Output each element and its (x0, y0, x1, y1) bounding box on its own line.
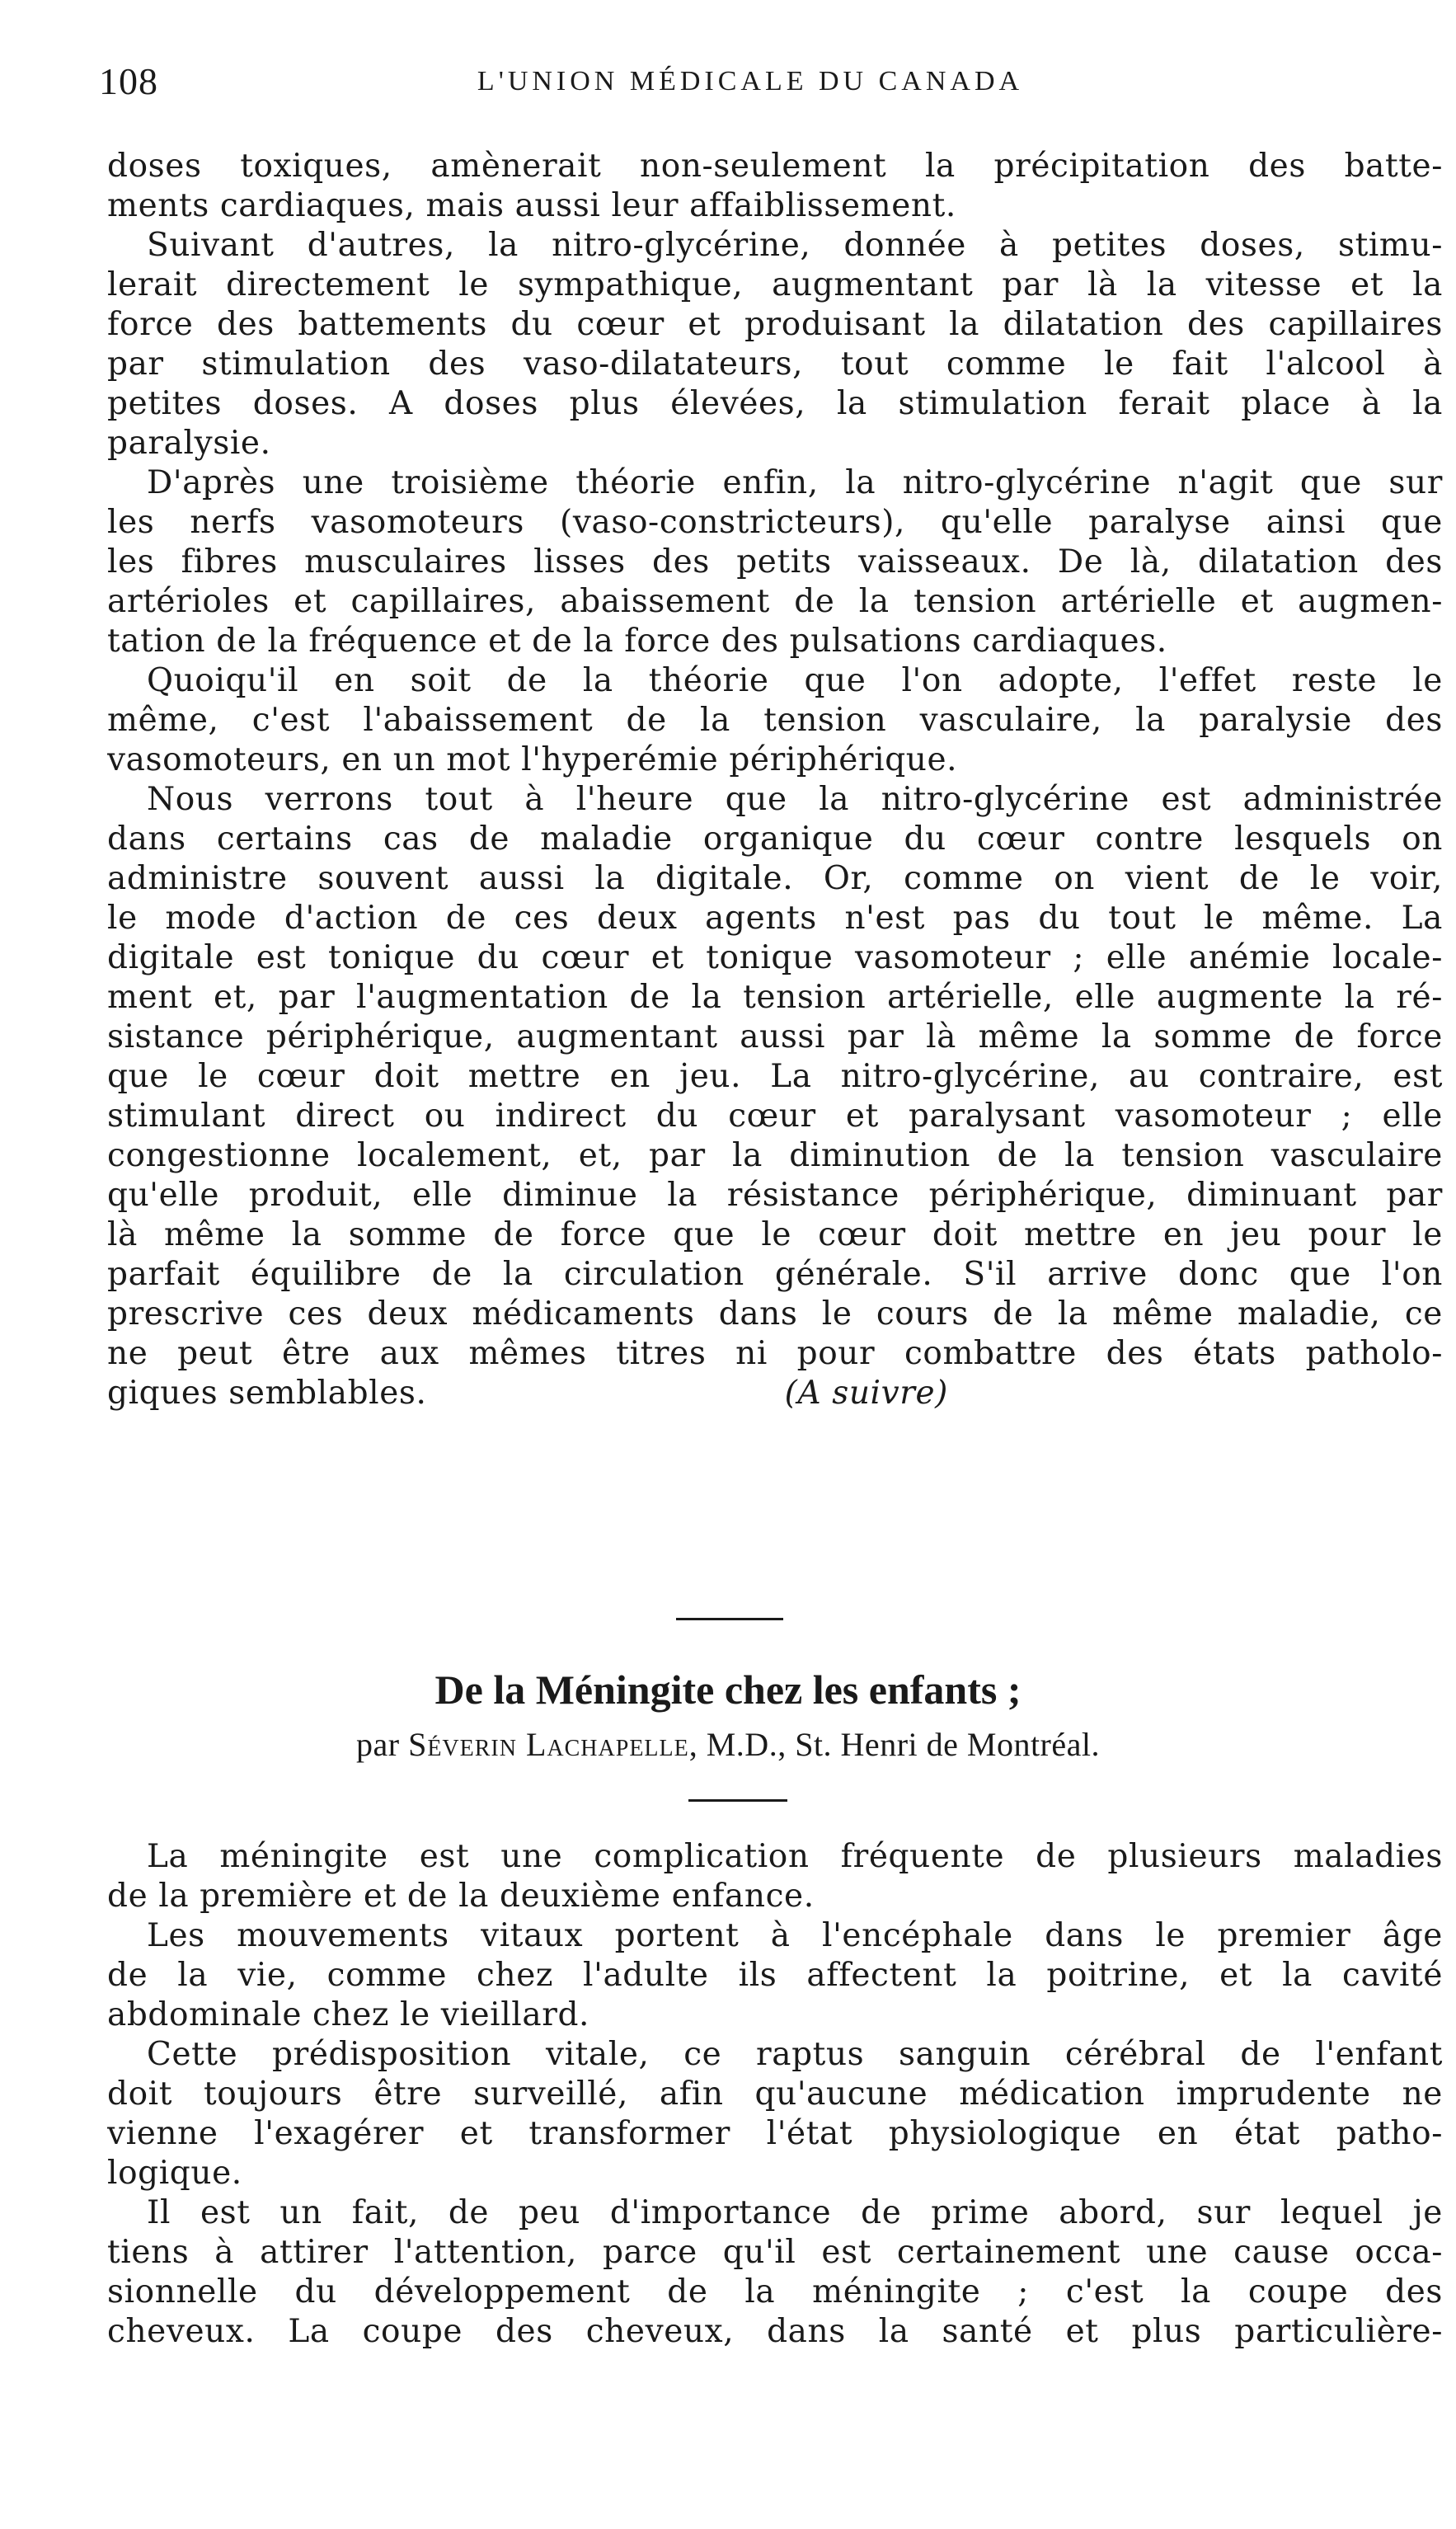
text-line-content: là même la somme de force que le cœur doit mettre en jeu pour le (107, 1216, 1443, 1253)
text-line-content: abdominale chez le vieillard. (107, 1996, 590, 2033)
text-line (107, 938, 1443, 978)
text-line (107, 1956, 1443, 1995)
text-line-content: les fibres musculaires lisses des petits vaisseaux. De là, dilatation des (107, 543, 1443, 581)
text-line (107, 1916, 1443, 1956)
text-line (107, 2273, 1443, 2312)
text-line (107, 463, 1443, 503)
text-line-content: Quoiqu'il en soit de la théorie que l'on adopte, l'effet reste le (147, 662, 1443, 699)
text-line (107, 740, 1443, 780)
text-line (107, 661, 1443, 701)
text-line (107, 622, 1443, 661)
text-line (107, 1136, 1443, 1176)
text-line (107, 899, 1443, 938)
text-line (107, 859, 1443, 899)
text-line-content: petites doses. A doses plus élevées, la stimulation ferait place à la (107, 385, 1443, 422)
byline-suffix: , M.D., St. Henri de Montréal. (688, 1726, 1100, 1763)
text-line (107, 701, 1443, 740)
text-line-content: par stimulation des vaso-dilatateurs, tout comme le fait l'alcool à (107, 346, 1443, 383)
text-line (107, 2035, 1443, 2075)
text-line (107, 2114, 1443, 2154)
text-line-content: Suivant d'autres, la nitro-glycérine, donnée à petites doses, stimu- (147, 227, 1443, 264)
text-line-content: logique. (107, 2155, 242, 2192)
text-line (107, 1877, 1443, 1916)
text-line-content: cheveux. La coupe des cheveux, dans la santé et plus particulière- (107, 2313, 1443, 2350)
text-line (107, 780, 1443, 820)
article-body-text (107, 1837, 1443, 2352)
text-line (107, 305, 1443, 345)
text-line-content: parfait équilibre de la circulation générale. S'il arrive donc que l'on (107, 1256, 1443, 1293)
text-line-content: Les mouvements vitaux portent à l'encéphale dans le premier âge (147, 1917, 1443, 1954)
text-line (107, 1334, 1443, 1374)
text-line-content: même, c'est l'abaissement de la tension vasculaire, la paralysie des (107, 702, 1443, 739)
text-line-content: administre souvent aussi la digitale. Or, comme on vient de le voir, (107, 860, 1443, 897)
text-line-content: tation de la fréquence et de la force des pulsations cardiaques. (107, 623, 1167, 660)
article-title: De la Méningite chez les enfants ; (434, 1666, 1022, 1713)
text-line-content: Il est un fait, de peu d'importance de prime abord, sur lequel je (147, 2194, 1443, 2231)
text-line (107, 2312, 1443, 2352)
text-line-content: sistance périphérique, augmentant aussi par là même la somme de force (107, 1018, 1443, 1055)
text-line-content: stimulant direct ou indirect du cœur et paralysant vasomoteur ; elle (107, 1098, 1443, 1135)
text-line (107, 1097, 1443, 1136)
text-line (107, 2154, 1443, 2193)
text-line (107, 1837, 1443, 1877)
text-line-content: doses toxiques, amènerait non-seulement la précipitation des batte- (107, 148, 1443, 185)
text-line (107, 978, 1443, 1018)
text-line-content: paralysie. (107, 425, 271, 462)
text-line (107, 543, 1443, 582)
running-title: L'UNION MÉDICALE DU CANADA (477, 66, 1024, 96)
text-line-content: D'après une troisième théorie enfin, la nitro-glycérine n'agit que sur (147, 464, 1443, 501)
text-line-content: ne peut être aux mêmes titres ni pour combattre des états patholo- (107, 1335, 1443, 1372)
text-line (107, 424, 1443, 463)
text-line-content: ment et, par l'augmentation de la tension artérielle, elle augmente la ré- (107, 979, 1443, 1016)
text-line (107, 1995, 1443, 2035)
title-divider-rule (688, 1799, 787, 1802)
article-continuation-text (107, 147, 1443, 1413)
text-line (107, 2233, 1443, 2273)
text-line (107, 1057, 1443, 1097)
text-line (107, 2075, 1443, 2114)
text-line-content: artérioles et capillaires, abaissement de la tension artérielle et augmen- (107, 583, 1443, 620)
text-line (107, 1374, 1443, 1413)
to-be-continued-note: (A suivre) (784, 1375, 948, 1412)
text-line-content: force des battements du cœur et produisant la dilatation des capillaires (107, 306, 1443, 343)
text-line-content: vienne l'exagérer et transformer l'état physiologique en état patho- (107, 2115, 1443, 2152)
text-line-content: digitale est tonique du cœur et tonique vasomoteur ; elle anémie locale- (107, 939, 1443, 976)
text-line-content: Nous verrons tout à l'heure que la nitro-glycérine est administrée (147, 781, 1443, 818)
text-line (107, 1255, 1443, 1295)
text-line-content: qu'elle produit, elle diminue la résistance périphérique, diminuant par (107, 1177, 1443, 1214)
text-line (107, 345, 1443, 384)
text-line (107, 147, 1443, 186)
text-line (107, 503, 1443, 543)
text-line (107, 820, 1443, 859)
text-line (107, 2193, 1443, 2233)
text-line-content: le mode d'action de ces deux agents n'est pas du tout le même. La (107, 900, 1443, 937)
text-line-content: prescrive ces deux médicaments dans le cours de la même maladie, ce (107, 1295, 1443, 1333)
text-line-content: que le cœur doit mettre en jeu. La nitro-glycérine, au contraire, est (107, 1058, 1443, 1095)
text-line-content: les nerfs vasomoteurs (vaso-constricteurs), qu'elle paralyse ainsi que (107, 504, 1443, 541)
text-line (107, 582, 1443, 622)
text-line-content: doit toujours être surveillé, afin qu'aucune médication imprudente ne (107, 2075, 1443, 2113)
byline-author: Séverin Lachapelle (408, 1726, 689, 1763)
byline-prefix: par (356, 1726, 400, 1763)
text-line-content: tiens à attirer l'attention, parce qu'il est certainement une cause occa- (107, 2234, 1443, 2271)
text-line (107, 384, 1443, 424)
text-line-content: La méningite est une complication fréquente de plusieurs maladies (147, 1838, 1443, 1875)
text-line (107, 186, 1443, 226)
text-line (107, 1018, 1443, 1057)
text-line-content: sionnelle du développement de la méningite ; c'est la coupe des (107, 2273, 1443, 2310)
page-header (99, 59, 1402, 109)
section-divider-rule (676, 1618, 783, 1620)
text-line-content: de la vie, comme chez l'adulte ils affectent la poitrine, et la cavité (107, 1957, 1443, 1994)
text-line-content: vasomoteurs, en un mot l'hyperémie périphérique. (107, 741, 958, 778)
text-line (107, 1295, 1443, 1334)
text-line (107, 266, 1443, 305)
text-line (107, 226, 1443, 266)
text-line-content: lerait directement le sympathique, augmentant par là la vitesse et la (107, 266, 1443, 303)
text-line-content: de la première et de la deuxième enfance. (107, 1878, 815, 1915)
article-byline (0, 1725, 1456, 1764)
text-line-content: Cette prédisposition vitale, ce raptus sanguin cérébral de l'enfant (147, 2036, 1443, 2073)
text-line (107, 1215, 1443, 1255)
text-line-content: congestionne localement, et, par la diminution de la tension vasculaire (107, 1137, 1443, 1174)
text-line-content: giques semblables. (107, 1375, 427, 1412)
text-line-content: dans certains cas de maladie organique du cœur contre lesquels on (107, 820, 1443, 858)
text-line (107, 1176, 1443, 1215)
text-line-content: ments cardiaques, mais aussi leur affaiblissement. (107, 187, 956, 224)
page-number: 108 (99, 60, 158, 102)
